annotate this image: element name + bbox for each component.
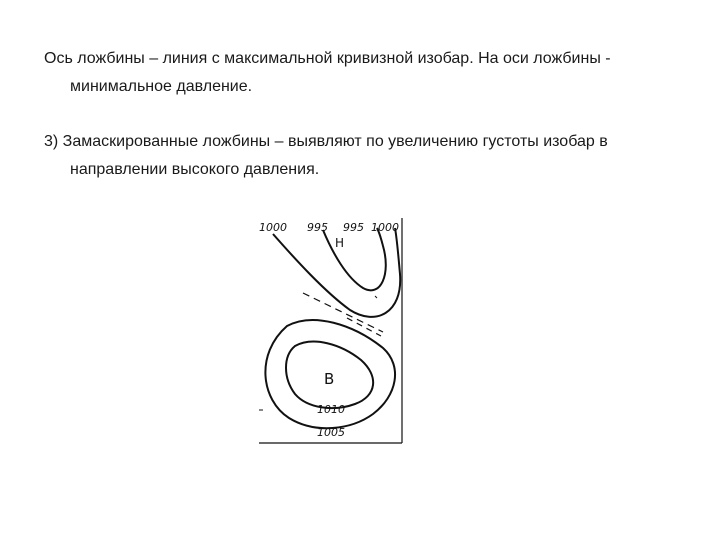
low-pressure-label: Н (335, 236, 345, 250)
label-1000-left: 1000 (259, 221, 287, 234)
label-1010: 1010 (317, 403, 345, 416)
isobar-svg (255, 214, 405, 444)
high-pressure-label: В (324, 370, 335, 388)
label-1005: 1005 (317, 426, 345, 439)
tick-mark (375, 296, 377, 298)
isobar-995 (323, 228, 386, 290)
label-995-right: 995 (343, 221, 364, 234)
trough-axis-line-2 (347, 318, 381, 336)
label-1000-right: 1000 (371, 221, 399, 234)
trough-axis-text: Ось ложбины – линия с максимальной кривизной изобар. На оси ложбины - минимальное давление. (44, 50, 611, 95)
isobar-diagram (255, 214, 405, 444)
label-995-left: 995 (307, 221, 328, 234)
masked-trough-text: 3) Замаскированные ложбины – выявляют по увеличению густоты изобар в направлении высокого давления. (44, 133, 608, 178)
